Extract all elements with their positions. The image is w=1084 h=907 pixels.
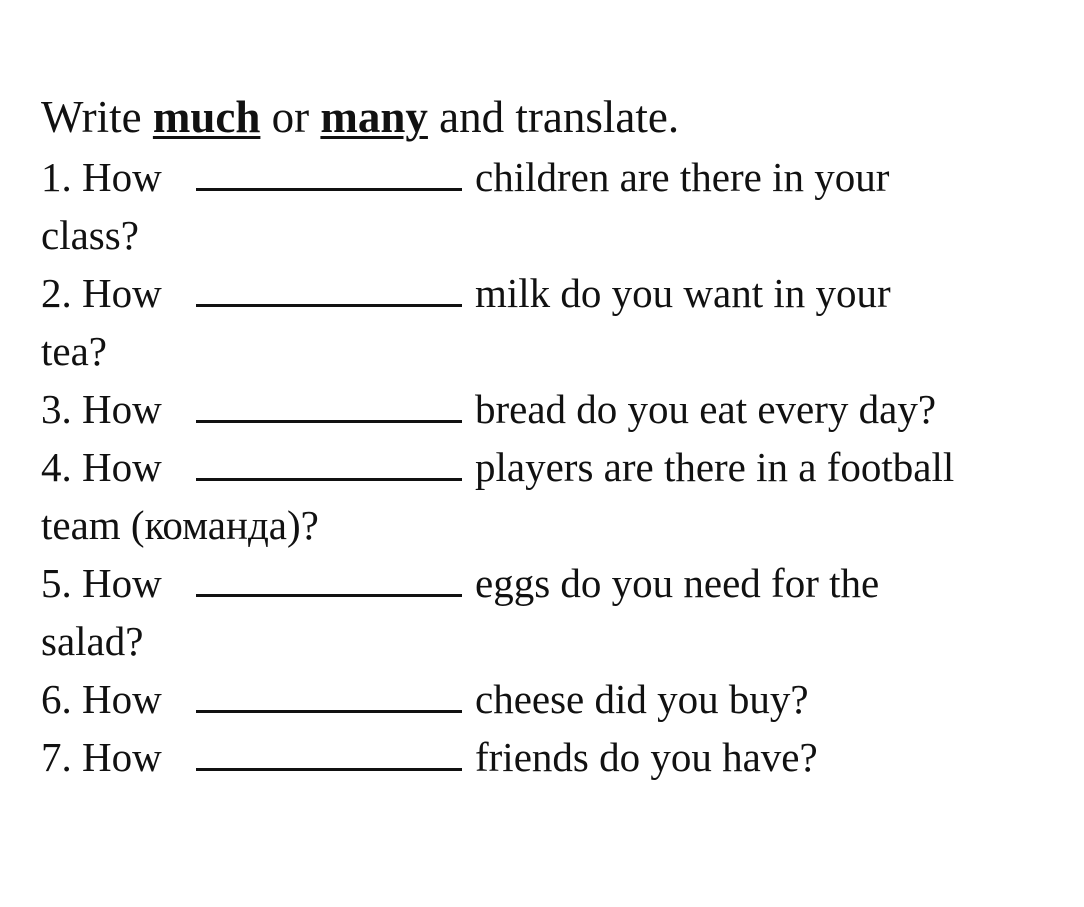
question-text: eggs do you need for the bbox=[475, 560, 880, 606]
question-4-line bbox=[41, 438, 1051, 496]
answer-blank[interactable] bbox=[196, 158, 462, 191]
question-6-line bbox=[41, 670, 1051, 728]
instruction-text-1: Write bbox=[41, 92, 153, 142]
instruction-text-2: or bbox=[260, 92, 321, 142]
question-7-line bbox=[41, 728, 1051, 786]
instruction-text-3: and translate. bbox=[427, 92, 680, 142]
question-5-line bbox=[41, 554, 1051, 612]
question-7 bbox=[41, 728, 1051, 786]
keyword-many: many bbox=[320, 92, 428, 142]
question-text: bread do you eat every day? bbox=[475, 386, 937, 432]
answer-blank[interactable] bbox=[196, 390, 462, 423]
question-2-line bbox=[41, 264, 1051, 322]
question-3-line bbox=[41, 380, 1051, 438]
keyword-much: much bbox=[152, 92, 261, 142]
question-text: children are there in your bbox=[475, 154, 890, 200]
question-number: 6. How bbox=[41, 676, 162, 722]
question-text: friends do you have? bbox=[475, 734, 818, 780]
answer-blank[interactable] bbox=[196, 564, 462, 597]
question-6 bbox=[41, 670, 1051, 728]
question-number: 7. How bbox=[41, 734, 162, 780]
question-continuation: team (команда)? bbox=[41, 502, 319, 548]
answer-blank[interactable] bbox=[196, 448, 462, 481]
worksheet bbox=[41, 86, 1051, 786]
question-2 bbox=[41, 264, 1051, 380]
question-continuation: salad? bbox=[41, 618, 144, 664]
instruction-heading bbox=[41, 86, 1051, 148]
question-number: 5. How bbox=[41, 560, 162, 606]
question-1 bbox=[41, 148, 1051, 264]
question-number: 1. How bbox=[41, 154, 162, 200]
question-number: 3. How bbox=[41, 386, 162, 432]
question-5 bbox=[41, 554, 1051, 670]
question-4 bbox=[41, 438, 1051, 554]
question-text: players are there in a football bbox=[475, 444, 955, 490]
question-text: milk do you want in your bbox=[475, 270, 891, 316]
answer-blank[interactable] bbox=[196, 738, 462, 771]
question-3 bbox=[41, 380, 1051, 438]
answer-blank[interactable] bbox=[196, 680, 462, 713]
question-number: 4. How bbox=[41, 444, 162, 490]
question-number: 2. How bbox=[41, 270, 162, 316]
question-text: cheese did you buy? bbox=[475, 676, 809, 722]
question-1-line bbox=[41, 148, 1051, 206]
answer-blank[interactable] bbox=[196, 274, 462, 307]
question-continuation: class? bbox=[41, 212, 139, 258]
question-continuation: tea? bbox=[41, 328, 107, 374]
